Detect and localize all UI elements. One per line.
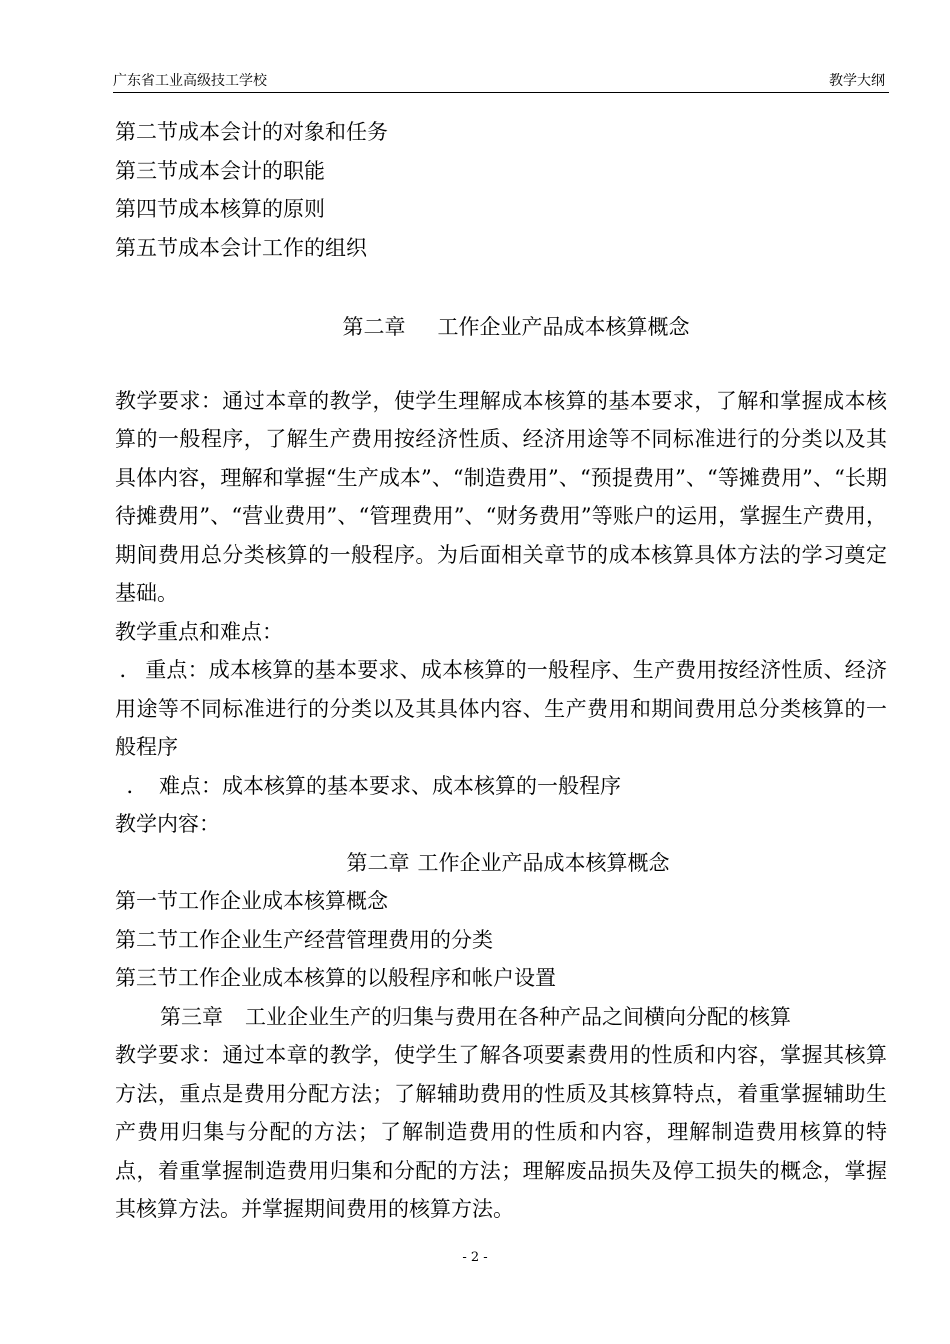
content-chapter-number: 第二章 — [346, 850, 410, 875]
chapter-title: 工作企业产品成本核算概念 — [437, 315, 690, 339]
difficulty-item — [115, 767, 887, 806]
section-line: 第三节工作企业成本核算的以般程序和帐户设置 — [115, 966, 556, 990]
section-line: 第一节工作企业成本核算概念 — [115, 889, 388, 913]
chapter3-number: 第三章 — [160, 1004, 223, 1029]
chapter3-heading — [115, 998, 887, 1037]
page-number: - 2 - — [462, 1250, 488, 1265]
content-chapter-title: 工作企业产品成本核算概念 — [417, 850, 670, 875]
page-header — [113, 70, 889, 93]
section-line: 第五节成本会计工作的组织 — [115, 235, 367, 260]
key-point-item — [115, 651, 887, 767]
section-line: 第三节成本会计的职能 — [115, 158, 325, 183]
header-document-type: 教学大纲 — [829, 73, 885, 89]
document-body — [115, 113, 887, 1229]
content-chapter-heading — [115, 844, 887, 883]
chapter3-teaching-requirements: 教学要求：通过本章的教学，使学生了解各项要素费用的性质和内容，掌握其核算方法，重点是费用分配方法；了解辅助费用的性质及其核算特点，着重掌握辅助生产费用归集与分配的方法；了解制造费用的性质和内容，理解制造费用核算的特点，着重掌握制造费用归集和分配的方法；理解废品损失及停工损失的概念，掌握其核算方法。并掌握期间费用的核算方法。 — [115, 1043, 887, 1221]
bullet-dot: ． — [119, 658, 141, 682]
chapter-heading — [115, 308, 887, 347]
key-points-label: 教学重点和难点： — [115, 619, 283, 644]
bullet-dot: ． — [126, 773, 148, 798]
section-line: 第二节工作企业生产经营管理费用的分类 — [115, 927, 493, 952]
section-line: 第四节成本核算的原则 — [115, 197, 325, 221]
section-line: 第二节成本会计的对象和任务 — [115, 120, 388, 144]
teaching-requirements: 教学要求：通过本章的教学，使学生理解成本核算的基本要求，了解和掌握成本核算的一般程序，了解生产费用按经济性质、经济用途等不同标准进行的分类以及其具体内容，理解和掌握“生产成本”、“制造费用”、“预提费用”、“等摊费用”、“长期待摊费用”、“营业费用”、“管理费用”、“财务费用”等账户的运用，掌握生产费用，期间费用总分类核算的一般程序。为后面相关章节的成本核算具体方法的学习奠定基础。 — [115, 388, 887, 605]
chapter3-title: 工业企业生产的归集与费用在各种产品之间横向分配的核算 — [245, 1004, 791, 1029]
difficulty-text: 难点：成本核算的基本要求、成本核算的一般程序 — [159, 773, 621, 798]
key-point-text: 重点：成本核算的基本要求、成本核算的一般程序、生产费用按经济性质、经济用途等不同标准进行的分类以及其具体内容、生产费用和期间费用总分类核算的一般程序 — [115, 658, 887, 759]
chapter-number: 第二章 — [342, 315, 406, 339]
content-label: 教学内容： — [115, 812, 220, 836]
header-school-name: 广东省工业高级技工学校 — [113, 73, 267, 89]
